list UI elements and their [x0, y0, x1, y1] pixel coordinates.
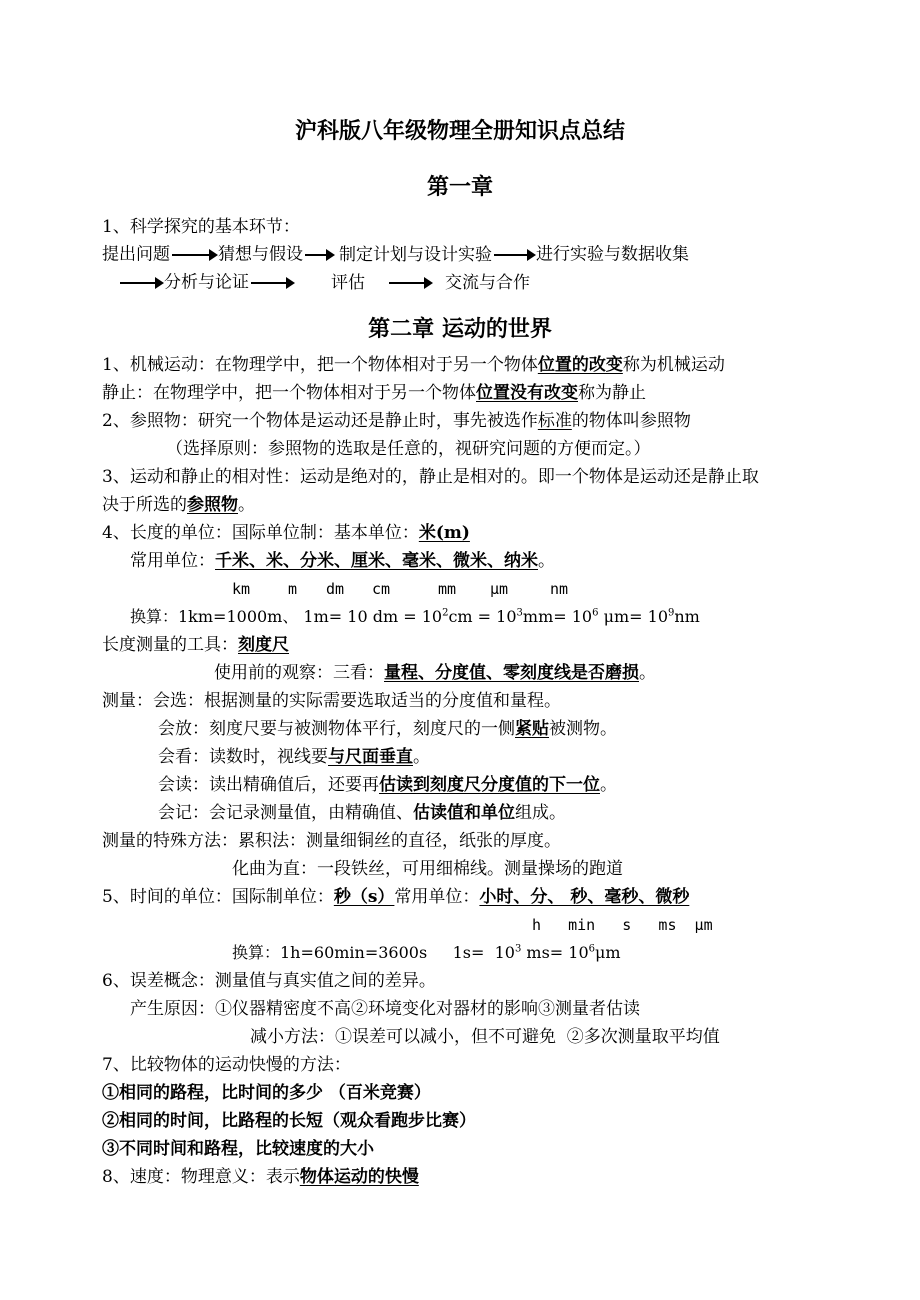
- line-measure-read: [158, 774, 617, 796]
- step-label: 分析与论证: [164, 272, 249, 293]
- line-method-2: ②相同的时间，比路程的长短（观众看跑步比赛）: [102, 1111, 476, 1131]
- time-unit-symbols: h min s ms μm: [532, 916, 713, 934]
- chapter-1-heading: 第一章: [426, 175, 493, 200]
- step-label: 交流与合作: [445, 272, 530, 293]
- text: ms= 10: [521, 943, 589, 962]
- line-length-conversion: [130, 606, 700, 628]
- step-label: 提出问题: [102, 244, 170, 265]
- unit-symbol: km: [232, 580, 251, 598]
- key-term: 紧贴: [515, 719, 549, 739]
- line-measure-place: [158, 718, 617, 740]
- arrow-right-icon: [120, 282, 162, 284]
- line-measure-look: [158, 746, 430, 768]
- line-time-unit: [102, 886, 689, 908]
- step-label: 制定计划与设计实验: [339, 244, 492, 265]
- unit-symbol: μm: [490, 580, 509, 598]
- text: 会放：刻度尺要与被测物体平行，刻度尺的一侧: [158, 719, 515, 739]
- exponent: 9: [668, 607, 675, 619]
- text: 会看：读数时，视线要: [158, 747, 328, 767]
- text: μm= 10: [598, 607, 668, 626]
- line-speed: [102, 1166, 419, 1188]
- text: 静止：在物理学中，把一个物体相对于另一个物体: [102, 383, 476, 403]
- text: 会读：读出精确值后，还要再: [158, 775, 379, 795]
- exponent: 6: [588, 943, 596, 955]
- text: mm= 10: [522, 607, 593, 626]
- line-method-3: ③不同时间和路程，比较速度的大小: [102, 1139, 374, 1159]
- document-title: 沪科版八年级物理全册知识点总结: [294, 119, 625, 144]
- text: 的物体叫参照物: [571, 411, 691, 431]
- arrow-right-icon: [172, 254, 216, 256]
- key-term: 小时、分、 秒、毫秒、微秒: [479, 887, 690, 907]
- exponent: 2: [442, 607, 449, 619]
- line-length-unit: [102, 522, 470, 544]
- line-error-reduce: 减小方法：①误差可以减小，但不可避免 ②多次测量取平均值: [250, 1027, 720, 1047]
- step-label: 猜想与假设: [218, 244, 303, 265]
- length-unit-symbols: [0, 578, 920, 600]
- text: 组成。: [515, 803, 566, 823]
- exponent: 6: [592, 607, 599, 619]
- exponent: 3: [514, 943, 522, 955]
- key-term: 估读值和单位: [413, 803, 515, 823]
- key-term: 估读到刻度尺分度值的下一位: [379, 775, 600, 795]
- text: 1、机械运动：在物理学中，把一个物体相对于另一个物体: [102, 355, 538, 375]
- text: 使用前的观察：三看：: [214, 663, 384, 683]
- key-term: 标准: [537, 411, 572, 431]
- text: 称为静止: [578, 383, 646, 403]
- text: 会记：会记录测量值，由精确值、: [158, 803, 413, 823]
- line-reference: [102, 410, 691, 432]
- text: 4、长度的单位：国际单位制：基本单位：: [102, 523, 419, 543]
- key-term: 物体运动的快慢: [299, 1167, 419, 1187]
- line-mechanical-motion: [102, 354, 725, 376]
- key-term: 秒（s）: [333, 887, 395, 907]
- arrow-right-icon: [251, 282, 293, 284]
- text: 常用单位：: [394, 887, 480, 907]
- key-term: 刻度尺: [238, 635, 289, 655]
- unit-symbol: dm: [326, 580, 345, 598]
- line-curve-to-straight: 化曲为直：一段铁丝，可用细棉线。测量操场的跑道: [232, 859, 623, 879]
- text: 长度测量的工具：: [102, 635, 238, 655]
- line-method-1: ①相同的路程，比时间的多少 （百米竞赛）: [102, 1083, 431, 1103]
- text: 称为机械运动: [622, 355, 725, 375]
- text: 。: [538, 551, 555, 571]
- line-relativity: 3、运动和静止的相对性：运动是绝对的，静止是相对的。即一个物体是运动还是静止取: [102, 467, 759, 487]
- unit-symbol: nm: [550, 580, 569, 598]
- key-term: 位置的改变: [537, 355, 623, 375]
- key-term: 千米、米、分米、厘米、毫米、微米、纳米: [215, 551, 538, 571]
- inquiry-flow-row-1: [102, 243, 689, 266]
- line-error-causes: 产生原因：①仪器精密度不高②环境变化对器材的影响③测量者估读: [130, 999, 640, 1019]
- line-pre-use: [214, 662, 656, 684]
- step-label: 评估: [331, 272, 365, 293]
- inquiry-flow-row-2: [118, 271, 530, 294]
- text: 。: [413, 747, 430, 767]
- unit-symbol: m: [288, 580, 298, 598]
- text: nm: [674, 607, 700, 626]
- unit-symbol: cm: [372, 580, 391, 598]
- text: 8、速度：物理意义：表示: [102, 1167, 300, 1187]
- text: 2、参照物：研究一个物体是运动还是静止时，事先被选作: [102, 411, 538, 431]
- key-term: 量程、分度值、零刻度线是否磨损: [384, 663, 639, 683]
- line-measure-tool: [102, 634, 289, 656]
- text: 。: [639, 663, 656, 683]
- key-term: 米(m): [418, 523, 470, 543]
- step-label: 进行实验与数据收集: [536, 244, 689, 265]
- text: cm = 10: [448, 607, 517, 626]
- line-static: [102, 382, 646, 404]
- line-reference-note: （选择原则：参照物的选取是任意的，视研究问题的方便而定。）: [166, 439, 651, 459]
- arrow-right-icon: [389, 282, 431, 284]
- line-relativity-cont: [102, 494, 255, 516]
- text: 。: [238, 495, 255, 515]
- text: μm: [595, 943, 621, 962]
- ch1-point-1: 1、科学探究的基本环节：: [102, 217, 300, 237]
- key-term: 位置没有改变: [476, 383, 578, 403]
- line-time-conversion: [232, 942, 621, 964]
- line-measure-record: [158, 802, 566, 824]
- text: 决于所选的: [102, 495, 187, 515]
- line-compare-speed: 7、比较物体的运动快慢的方法：: [102, 1055, 351, 1075]
- line-error-concept: 6、误差概念：测量值与真实值之间的差异。: [102, 971, 436, 991]
- arrow-right-icon: [305, 254, 333, 256]
- text: 常用单位：: [130, 551, 215, 571]
- key-term: 与尺面垂直: [328, 747, 413, 767]
- text: 被测物。: [549, 719, 617, 739]
- unit-symbol: mm: [438, 580, 457, 598]
- exponent: 3: [516, 607, 523, 619]
- text: 换算：1km=1000m、 1m= 10 dm = 10: [130, 607, 443, 626]
- line-measure-select: 测量：会选：根据测量的实际需要选取适当的分度值和量程。: [102, 691, 561, 711]
- chapter-2-heading: 第二章 运动的世界: [368, 317, 552, 342]
- text: 5、时间的单位：国际制单位：: [102, 887, 334, 907]
- text: 。: [600, 775, 617, 795]
- line-special-methods: 测量的特殊方法：累积法：测量细铜丝的直径，纸张的厚度。: [102, 831, 561, 851]
- line-common-units: [130, 550, 555, 572]
- key-term: 参照物: [187, 495, 238, 515]
- text: 换算：1h=60min=3600s 1s= 10: [232, 943, 515, 962]
- arrow-right-icon: [494, 254, 534, 256]
